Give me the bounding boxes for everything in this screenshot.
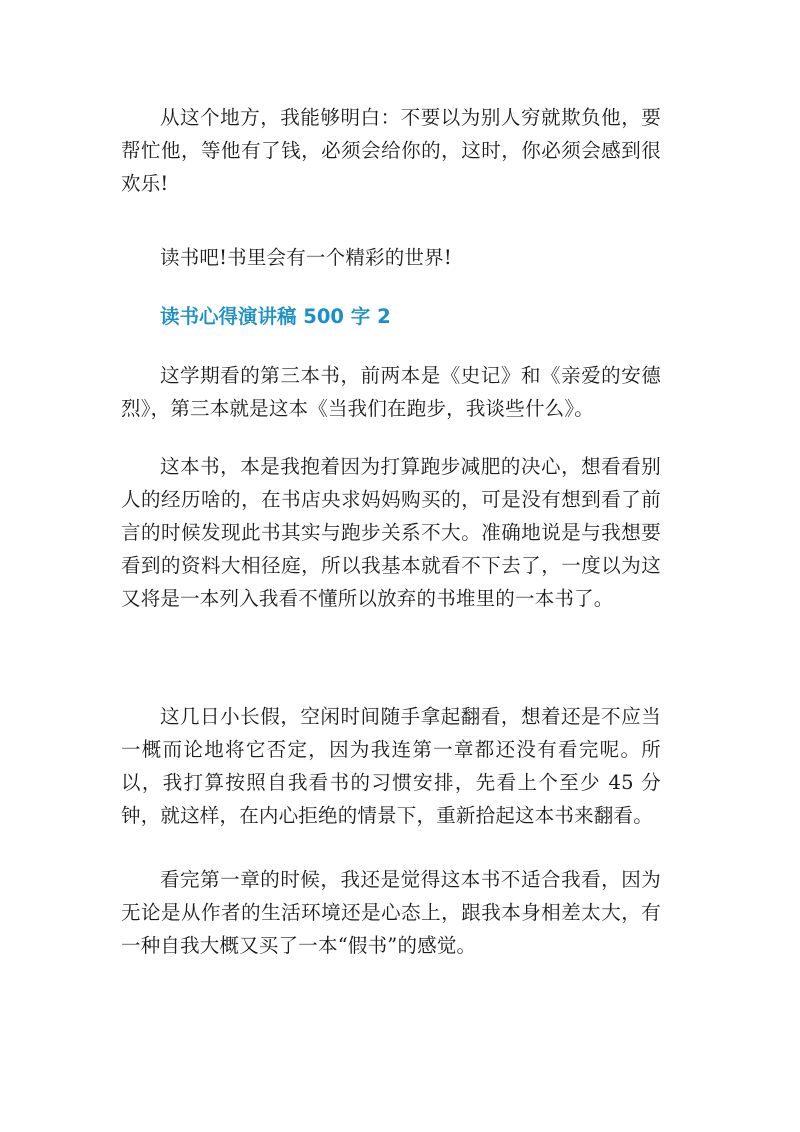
paragraph-6: 看完第一章的时候，我还是觉得这本书不适合我看，因为无论是从作者的生活环境还是心态上，跟我本身相差太大，有一种自我大概又买了一本“假书”的感觉。	[121, 868, 661, 957]
paragraph-2: 读书吧!书里会有一个精彩的世界!	[160, 246, 452, 269]
paragraph-5: 这几日小长假，空闲时间随手拿起翻看，想着还是不应当一概而论地将它否定，因为我连第一章都还没有看完呢。所以，我打算按照自我看书的习惯安排，先看上个至少 45 分钟，就这样，在内心拒绝的情景下，重新拾起这本书来翻看。	[121, 705, 661, 827]
paragraph-1: 从这个地方，我能够明白：不要以为别人穷就欺负他，要帮忙他，等他有了钱，必须会给你的，这时，你必须会感到很欢乐!	[121, 106, 661, 195]
paragraph-3: 这学期看的第三本书，前两本是《史记》和《亲爱的安德烈》，第三本就是这本《当我们在跑步，我谈些什么》。	[121, 364, 661, 420]
section-heading: 读书心得演讲稿 500 字 2	[160, 305, 391, 328]
paragraph-4: 这本书，本是我抱着因为打算跑步减肥的决心，想看看别人的经历啥的，在书店央求妈妈购买的，可是没有想到看了前言的时候发现此书其实与跑步关系不大。准确地说是与我想要看到的资料大相径庭，所以我基本就看不下去了，一度以为这又将是一本列入我看不懂所以放弃的书堆里的一本书了。	[121, 455, 661, 610]
